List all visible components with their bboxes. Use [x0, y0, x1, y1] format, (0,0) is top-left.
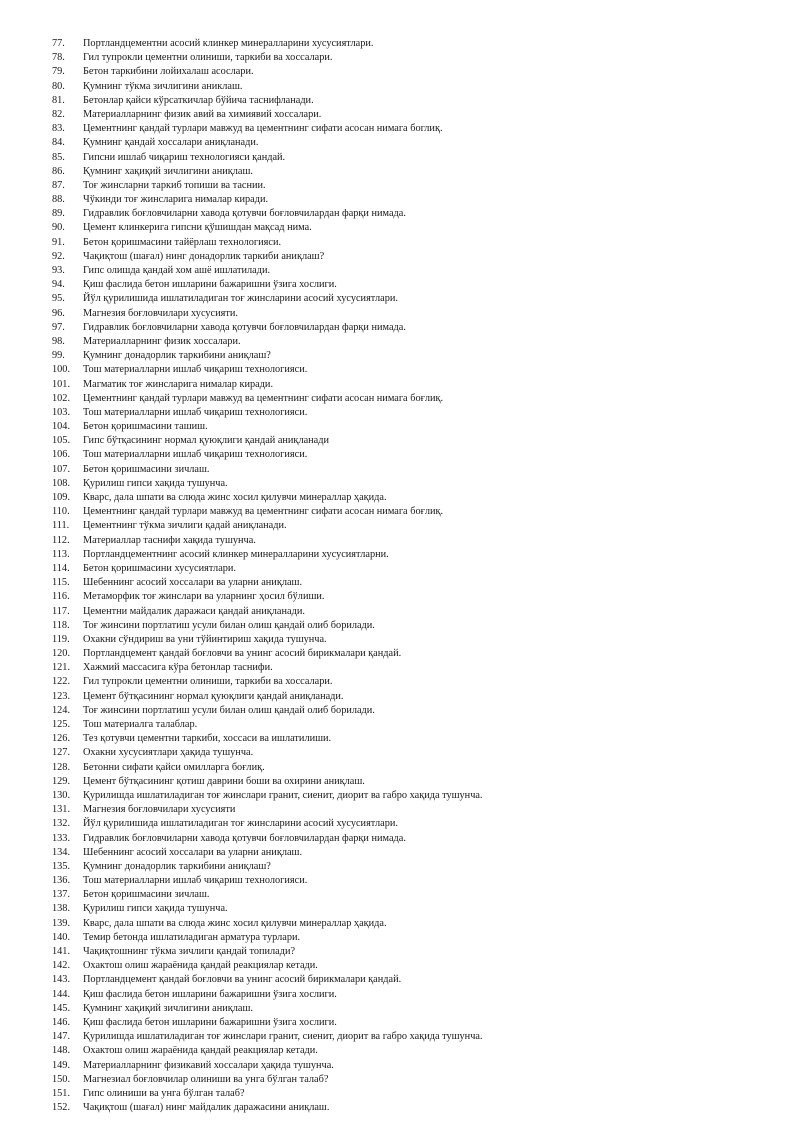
item-number: 86. — [52, 165, 65, 177]
list-item — [52, 80, 752, 94]
list-item — [52, 477, 752, 491]
list-item — [52, 1059, 752, 1073]
item-text: Шебеннинг асосий хоссалари ва уларни аниқлаш. — [83, 577, 303, 589]
item-text: Гидравлик боғловчиларни хавода қотувчи боғловчилардан фарқи нимада. — [83, 832, 406, 844]
item-number: 149. — [52, 1059, 71, 1071]
list-item — [52, 562, 752, 576]
item-text: Кварс, дала шпати ва слюда жинс хосил қилувчи минераллар ҳақида. — [83, 917, 387, 929]
item-text: Цементнинг тўкма зичлиги қадай аниқланади. — [83, 520, 287, 532]
item-text: Бетон қоришмасини зичлаш. — [83, 889, 210, 901]
list-item — [52, 505, 752, 519]
item-text: Охактош олиш жараёнида қандай реакциялар кетади. — [83, 960, 318, 972]
list-item — [52, 1002, 752, 1016]
item-text: Портландцемент қандай боғловчи ва унинг асосий бирикмалари қандай. — [83, 648, 402, 660]
item-text: Материалларнинг физикавий хоссалари ҳақида тушунча. — [83, 1059, 334, 1071]
item-text: Хажмий массасига кўра бетонлар таснифи. — [83, 662, 273, 674]
list-item — [52, 1073, 752, 1087]
list-item — [52, 605, 752, 619]
item-number: 111. — [52, 520, 70, 532]
item-text: Чўкинди тоғ жинсларига нималар киради. — [83, 194, 269, 206]
item-number: 116. — [52, 591, 70, 603]
list-item — [52, 619, 752, 633]
item-number: 99. — [52, 350, 65, 362]
item-number: 94. — [52, 279, 65, 291]
list-item — [52, 278, 752, 292]
item-number: 115. — [52, 577, 70, 589]
list-item — [52, 122, 752, 136]
item-number: 117. — [52, 605, 70, 617]
item-text: Магматик тоғ жинсларига нималар киради. — [83, 378, 274, 390]
item-number: 129. — [52, 775, 71, 787]
list-item — [52, 335, 752, 349]
item-number: 136. — [52, 875, 71, 887]
item-number: 142. — [52, 960, 71, 972]
list-item — [52, 434, 752, 448]
item-text: Портландцемент қандай боғловчи ва унинг асосий бирикмалари қандай. — [83, 974, 402, 986]
item-number: 134. — [52, 846, 71, 858]
list-item — [52, 207, 752, 221]
item-text: Қумнинг хақиқий зичлигини аниқлаш. — [83, 165, 253, 177]
item-number: 78. — [52, 52, 65, 64]
list-item — [52, 179, 752, 193]
list-item — [52, 860, 752, 874]
list-item — [52, 732, 752, 746]
item-number: 147. — [52, 1031, 71, 1043]
item-number: 150. — [52, 1073, 71, 1085]
list-item — [52, 221, 752, 235]
item-number: 93. — [52, 265, 65, 276]
item-text: Цементнинг қандай турлари мавжуд ва цементнинг сифати асосан нимага боглиқ. — [83, 123, 443, 135]
list-item — [52, 832, 752, 846]
list-item — [52, 945, 752, 959]
item-number: 83. — [52, 123, 65, 135]
list-item — [52, 661, 752, 675]
list-item — [52, 775, 752, 789]
item-text: Тош материалларни ишлаб чиқариш технологияси. — [83, 406, 308, 418]
item-number: 114. — [52, 562, 70, 574]
item-text: Охакни хусусиятлари ҳақида тушунча. — [83, 747, 254, 759]
list-item — [52, 307, 752, 321]
item-number: 108. — [52, 477, 71, 489]
item-text: Бетонни сифати қайси омилларга боғлиқ. — [83, 761, 265, 773]
list-item — [52, 37, 752, 51]
list-item — [52, 51, 752, 65]
item-number: 100. — [52, 364, 71, 376]
list-item — [52, 151, 752, 165]
item-number: 135. — [52, 860, 71, 872]
list-item — [52, 94, 752, 108]
item-text: Қурилишда ишлатиладиган тоғ жинслари гранит, сиенит, диорит ва габро хақида тушунча. — [83, 1031, 483, 1043]
item-text: Бетон таркибини лойихалаш асослари. — [83, 66, 254, 78]
list-item — [52, 675, 752, 689]
item-number: 103. — [52, 406, 71, 418]
item-number: 87. — [52, 179, 65, 191]
item-number: 110. — [52, 506, 70, 518]
item-number: 151. — [52, 1087, 71, 1099]
item-number: 143. — [52, 974, 71, 986]
item-number: 137. — [52, 889, 71, 901]
list-item — [52, 1016, 752, 1030]
item-number: 144. — [52, 988, 71, 1000]
list-item — [52, 420, 752, 434]
item-number: 125. — [52, 719, 71, 730]
list-item — [52, 491, 752, 505]
item-number: 122. — [52, 676, 71, 688]
list-item — [52, 1101, 752, 1115]
list-item — [52, 590, 752, 604]
item-text: Темир бетонда ишлатиладиган арматура турлари. — [83, 931, 301, 943]
item-number: 121. — [52, 662, 71, 674]
item-text: Метаморфик тоғ жинслари ва уларнинг ҳосил бўлиши. — [83, 591, 325, 603]
item-number: 130. — [52, 789, 71, 801]
item-text: Қурилишда ишлатиладиган тоғ жинслари гранит, сиенит, диорит ва габро хақида тушунча. — [83, 789, 483, 801]
item-text: Тош материалларни ишлаб чиқариш технологияси. — [83, 449, 308, 461]
item-text: Қумнинг донадорлик таркибини аниқлаш? — [83, 350, 271, 362]
list-item — [52, 917, 752, 931]
list-item — [52, 803, 752, 817]
item-number: 133. — [52, 832, 71, 844]
item-text: Цементнинг қандай турлари мавжуд ва цементнинг сифати асосан нимага боғлиқ. — [83, 392, 444, 404]
item-number: 97. — [52, 321, 65, 333]
item-number: 81. — [52, 94, 65, 106]
list-item — [52, 136, 752, 150]
item-text: Гипс олиниши ва унга бўлган талаб? — [83, 1087, 245, 1099]
item-text: Йўл қурилишида ишлатиладиган тоғ жинсларини асосий хусусиятлари. — [83, 818, 398, 830]
list-item — [52, 973, 752, 987]
item-text: Кварс, дала шпати ва слюда жинс хосил қилувчи минераллар ҳақида. — [83, 492, 387, 503]
item-number: 118. — [52, 619, 70, 631]
item-number: 126. — [52, 733, 71, 745]
item-text: Магнезия боғловчилари хусусияти. — [83, 307, 238, 319]
list-item — [52, 534, 752, 548]
list-item — [52, 349, 752, 363]
list-item — [52, 902, 752, 916]
item-text: Қиш фаслида бетон ишларини бажаришни ўзига хослиги. — [83, 279, 337, 291]
list-item — [52, 1030, 752, 1044]
list-item — [52, 165, 752, 179]
list-item — [52, 718, 752, 732]
item-number: 109. — [52, 492, 71, 503]
item-text: Қиш фаслида бетон ишларини бажаришни ўзига хослиги. — [83, 1016, 337, 1028]
item-number: 106. — [52, 449, 71, 461]
item-number: 84. — [52, 137, 65, 149]
item-number: 107. — [52, 463, 71, 475]
item-text: Гипсни ишлаб чиқариш технологияси қандай. — [83, 151, 286, 163]
item-text: Гидравлик боғловчиларни хавода қотувчи боғловчилардан фарқи нимада. — [83, 321, 406, 333]
item-text: Бетон қоришмасини хусусиятлари. — [83, 562, 236, 574]
item-text: Қумнинг хақиқий зичлигини аниқлаш. — [83, 1002, 253, 1014]
item-text: Тоғ жинсларни таркиб топиши ва таснии. — [83, 179, 266, 191]
item-number: 139. — [52, 917, 71, 929]
list-item — [52, 647, 752, 661]
item-text: Тез қотувчи цементни таркиби, хоссаси ва ишлатилиши. — [83, 733, 332, 745]
list-item — [52, 988, 752, 1002]
item-text: Материалларнинг физик авий ва химиявий хоссалари. — [83, 108, 322, 120]
list-item — [52, 363, 752, 377]
item-text: Чақиқтош (шағал) нинг майдалик даражасини аниқлаш. — [83, 1102, 330, 1114]
item-text: Бетонлар қайси кўрсаткичлар бўйича таснифланади. — [83, 94, 314, 106]
list-item — [52, 392, 752, 406]
item-number: 120. — [52, 648, 71, 660]
list-item — [52, 65, 752, 79]
item-number: 112. — [52, 534, 70, 546]
item-number: 119. — [52, 633, 70, 645]
item-text: Гил тупрокли цементни олиниши, таркиби ва хоссалари. — [83, 676, 333, 688]
list-item — [52, 874, 752, 888]
item-text: Тоғ жинсини портлатиш усули билан олиш қандай олиб борилади. — [83, 704, 375, 716]
list-item — [52, 292, 752, 306]
list-item — [52, 108, 752, 122]
item-number: 98. — [52, 335, 65, 347]
list-item — [52, 378, 752, 392]
list-item — [52, 264, 752, 278]
list-item — [52, 633, 752, 647]
item-number: 138. — [52, 903, 71, 915]
item-number: 96. — [52, 307, 65, 319]
list-item — [52, 789, 752, 803]
item-number: 80. — [52, 80, 65, 92]
item-number: 146. — [52, 1016, 71, 1028]
list-item — [52, 406, 752, 420]
item-text: Қурилиш гипси хақида тушунча. — [83, 477, 228, 489]
item-text: Чақиқтош (шағал) нинг донадорлик таркиби аниқлаш? — [83, 250, 325, 262]
list-item — [52, 846, 752, 860]
list-item — [52, 888, 752, 902]
item-number: 77. — [52, 38, 65, 49]
item-text: Йўл қурилишида ишлатиладиган тоғ жинсларини асосий хусусиятлари. — [83, 293, 398, 305]
item-number: 141. — [52, 946, 71, 957]
item-number: 148. — [52, 1045, 71, 1057]
item-number: 132. — [52, 818, 71, 830]
list-item — [52, 746, 752, 760]
list-item — [52, 761, 752, 775]
list-item — [52, 236, 752, 250]
list-item — [52, 959, 752, 973]
item-text: Портландцементни асосий клинкер минералларини хусусиятлари. — [83, 38, 374, 49]
item-text: Бетон қоришмасини зичлаш. — [83, 463, 210, 475]
item-text: Гипс олишда қандай хом ашё ишлатилади. — [83, 265, 271, 276]
item-number: 128. — [52, 761, 71, 773]
item-text: Қумнинг қандай хоссалари аниқланади. — [83, 137, 259, 149]
item-number: 89. — [52, 208, 65, 220]
list-item — [52, 704, 752, 718]
item-number: 101. — [52, 378, 71, 390]
item-number: 102. — [52, 392, 71, 404]
item-text: Цементни майдалик даражаси қандай аниқланади. — [83, 605, 305, 617]
list-item — [52, 576, 752, 590]
item-text: Гидравлик боғловчиларни хавода қотувчи боғловчилардан фарқи нимада. — [83, 208, 406, 220]
item-text: Бетон қоришмасини тайёрлаш технологияси. — [83, 236, 282, 248]
list-item — [52, 690, 752, 704]
item-text: Қумнинг тўкма зичлигини аниклаш. — [83, 80, 243, 92]
item-text: Тош материалларни ишлаб чиқариш технологияси. — [83, 875, 308, 887]
list-item — [52, 250, 752, 264]
list-item — [52, 931, 752, 945]
item-text: Бетон қоришмасини ташиш. — [83, 421, 208, 433]
item-number: 152. — [52, 1102, 71, 1114]
item-text: Магнезиал боғловчилар олиниши ва унга бўлган талаб? — [83, 1073, 329, 1085]
item-number: 88. — [52, 194, 65, 206]
item-number: 90. — [52, 222, 65, 234]
item-text: Цемент клинкерига гипсни қўшишдан мақсад нима. — [83, 222, 312, 234]
list-item — [52, 1087, 752, 1101]
list-item — [52, 817, 752, 831]
item-text: Тош материалга талаблар. — [83, 719, 198, 730]
item-text: Портландцементнинг асосий клинкер минералларини хусусиятларни. — [83, 548, 389, 560]
item-text: Материаллар таснифи хақида тушунча. — [83, 534, 256, 546]
item-number: 79. — [52, 66, 65, 78]
item-text: Материалларнинг физик хоссалари. — [83, 335, 241, 347]
item-text: Цементнинг қандай турлари мавжуд ва цементнинг сифати асосан нимага боғлиқ. — [83, 506, 444, 518]
list-item — [52, 321, 752, 335]
item-number: 113. — [52, 548, 70, 560]
item-number: 140. — [52, 931, 71, 943]
item-text: Охакни сўндириш ва уни тўйинтириш хақида тушунча. — [83, 633, 327, 645]
item-text: Цемент бўтқасининг қотиш даврини боши ва охирини аниқлаш. — [83, 775, 365, 787]
item-number: 131. — [52, 804, 71, 816]
list-item — [52, 548, 752, 562]
item-text: Тоғ жинсини портлатиш усули билан олиш қандай олиб борилади. — [83, 619, 375, 631]
question-list — [52, 37, 752, 1115]
item-number: 127. — [52, 747, 71, 759]
item-number: 85. — [52, 151, 65, 163]
item-text: Қумнинг донадорлик таркибини аниқлаш? — [83, 860, 271, 872]
item-text: Охактош олиш жараёнида қандай реакциялар кетади. — [83, 1045, 318, 1057]
item-text: Гипс бўтқасининг нормал қуюқлиги қандай аниқланади — [83, 435, 329, 447]
item-number: 95. — [52, 293, 65, 305]
item-number: 145. — [52, 1002, 71, 1014]
item-text: Шебеннинг асосий хоссалари ва уларни аниқлаш. — [83, 846, 303, 858]
item-number: 82. — [52, 108, 65, 120]
list-item — [52, 193, 752, 207]
item-text: Тош материалларни ишлаб чиқариш технологияси. — [83, 364, 308, 376]
list-item — [52, 1044, 752, 1058]
item-text: Магнезия боғловчилари хусусияти — [83, 804, 236, 816]
item-text: Цемент бўтқасининг нормал қуюқлиги қандай аниқланади. — [83, 690, 344, 702]
item-text: Қиш фаслида бетон ишларини бажаришни ўзига хослиги. — [83, 988, 337, 1000]
item-text: Қурилиш гипси хақида тушунча. — [83, 903, 228, 915]
item-number: 105. — [52, 435, 71, 447]
item-text: Чақиқтошнинг тўкма зичлиги қандай топилади? — [83, 946, 296, 957]
item-text: Гил тупрокли цементни олиниши, таркиби ва хоссалари. — [83, 52, 333, 64]
item-number: 123. — [52, 690, 71, 702]
list-item — [52, 463, 752, 477]
item-number: 104. — [52, 421, 71, 433]
item-number: 92. — [52, 250, 65, 262]
item-number: 124. — [52, 704, 71, 716]
list-item — [52, 519, 752, 533]
item-number: 91. — [52, 236, 65, 248]
list-item — [52, 448, 752, 462]
